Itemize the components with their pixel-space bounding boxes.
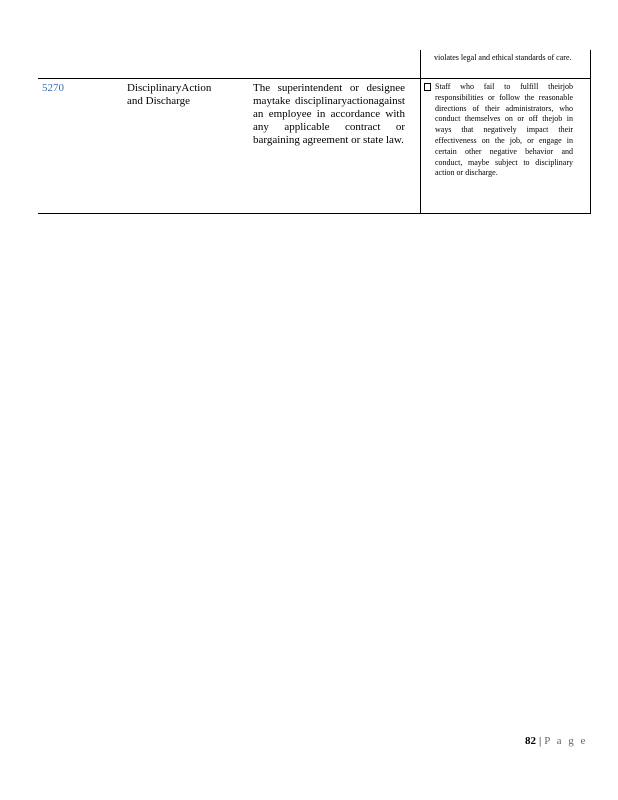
page-footer (525, 735, 587, 747)
policy-bullet-text: Staff who fail to fulfill theirjob responsibilities or follow the reasonable directions of their administrators, who conduct themselves on or off thejob in ways that negatively impact their effectiveness on the job, or engage in certain other negative behavior and conduct, maybe subject to disciplinary action or discharge. (435, 82, 573, 178)
table-border-bottom (38, 213, 591, 214)
policy-code-link[interactable]: 5270 (42, 82, 64, 94)
policy-summary: The superintendent or designee maytake disciplinaryactionagainst an employee in accordance with any applicable contract or bargaining agreement or state law. (253, 82, 405, 146)
square-bullet-icon (424, 83, 431, 91)
page-label: P a g e (544, 735, 588, 747)
continued-cell-text: violates legal and ethical standards of care. (434, 53, 572, 62)
row-divider (38, 78, 591, 79)
table-border-left-top (420, 50, 421, 78)
policy-title: DisciplinaryAction and Discharge (127, 82, 212, 107)
column-divider (420, 78, 421, 214)
page-number: 82 (525, 735, 536, 747)
table-border-right (590, 50, 591, 214)
footer-separator: | (539, 735, 542, 747)
